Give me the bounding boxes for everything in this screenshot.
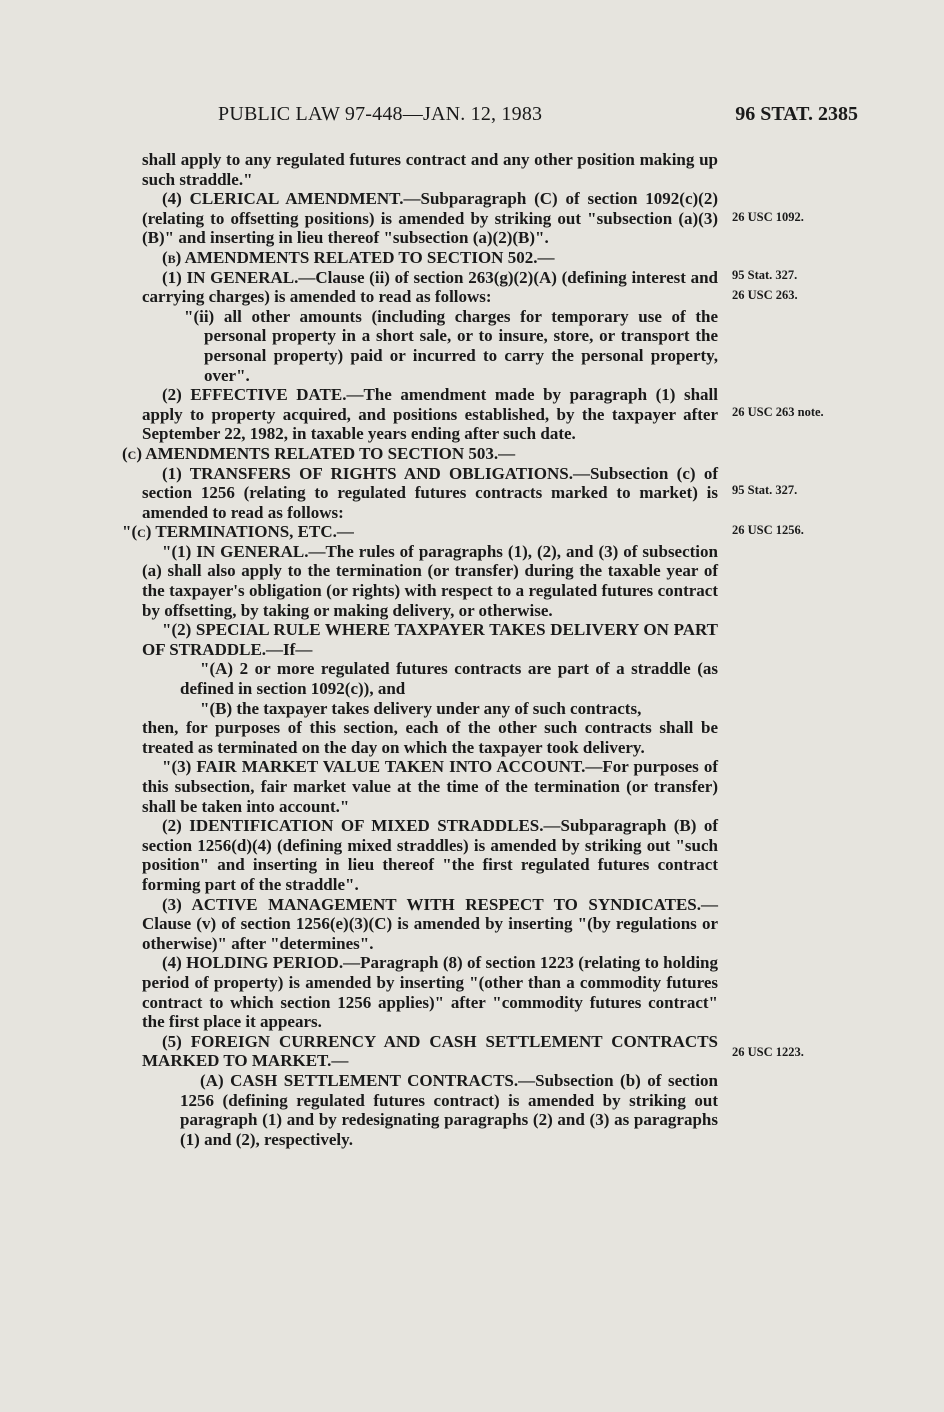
quoted-clause: "(A) 2 or more regulated futures contracts are part of a straddle (as defined in section 1092(c)), and [180,659,718,699]
paragraph: (5) FOREIGN CURRENCY AND CASH SETTLEMENT CONTRACTS MARKED TO MARKET.— [142,1031,718,1071]
paragraph: shall apply to any regulated futures contract and any other position making up such straddle." [142,150,718,189]
subsection-heading: "(c) TERMINATIONS, ETC.— [122,522,354,542]
paragraph: "(1) IN GENERAL.—The rules of paragraphs (1), (2), and (3) of subsection (a) shall also apply to the termination (or transfer) during the taxable year of the taxpayer's obligation (or rights) with respect to a regulated futures contract by offsetting, by taking or making delivery, or otherwise. [142,541,718,620]
header-stat: 96 STAT. 2385 [735,103,858,125]
quoted-clause: "(B) the taxpayer takes delivery under any of such contracts, [200,698,642,718]
paragraph: (3) ACTIVE MANAGEMENT WITH RESPECT TO SYNDICATES.—Clause (v) of section 1256(e)(3)(C) is amended by inserting "(by regulations or otherwise)" after "determines". [142,894,718,953]
margin-note: 95 Stat. 327. [732,483,798,497]
paragraph: "(3) FAIR MARKET VALUE TAKEN INTO ACCOUNT.—For purposes of this subsection, fair market value at the time of the termination (or transfer) shall be taken into account." [142,757,718,816]
paragraph: (2) EFFECTIVE DATE.—The amendment made by paragraph (1) shall apply to property acquired, and positions established, by the taxpayer after September 22, 1982, in taxable years ending after such date. [142,385,718,444]
margin-note: 95 Stat. 327. [732,268,798,282]
body-text [122,150,718,1149]
paragraph: (2) IDENTIFICATION OF MIXED STRADDLES.—Subparagraph (B) of section 1256(d)(4) (defining mixed straddles) is amended by striking out "such position" and inserting in lieu thereof "the first regulated futures contract forming part of the straddle". [142,816,718,894]
margin-note: 26 USC 1223. [732,1045,804,1059]
paragraph: (4) HOLDING PERIOD.—Paragraph (8) of section 1223 (relating to holding period of property) is amended by inserting "(other than a commodity futures contract to which section 1256 applies)" after "commodity futures contract" the first place it appears. [142,953,718,1032]
quoted-clause: (A) CASH SETTLEMENT CONTRACTS.—Subsection (b) of section 1256 (defining regulated futures contract) is amended by striking out paragraph (1) and by redesignating paragraphs (2) and (3) as paragraphs (1) and (2), respectively. [180,1070,718,1149]
header-title: PUBLIC LAW 97-448—JAN. 12, 1983 [218,103,543,125]
paragraph: "(2) SPECIAL RULE WHERE TAXPAYER TAKES DELIVERY ON PART OF STRADDLE.—If— [142,620,718,659]
section-heading: (b) AMENDMENTS RELATED TO SECTION 502.— [162,247,555,267]
margin-note: 26 USC 1256. [732,523,804,537]
paragraph: (1) TRANSFERS OF RIGHTS AND OBLIGATIONS.—Subsection (c) of section 1256 (relating to regulated futures contracts marked to market) is amended to read as follows: [142,463,718,522]
margin-note: 26 USC 263 note. [732,405,824,419]
section-heading: (c) AMENDMENTS RELATED TO SECTION 503.— [122,443,516,463]
paragraph: (1) IN GENERAL.—Clause (ii) of section 263(g)(2)(A) (defining interest and carrying charges) is amended to read as follows: [142,267,718,307]
paragraph: then, for purposes of this section, each of the other such contracts shall be treated as terminated on the day on which the taxpayer took delivery. [142,718,718,757]
paragraph: (4) CLERICAL AMENDMENT.—Subparagraph (C) of section 1092(c)(2) (relating to offsetting positions) is amended by striking out "subsection (a)(3)(B)" and inserting in lieu thereof "subsection (a)(2)(B)". [142,189,718,248]
quoted-clause: "(ii) all other amounts (including charges for temporary use of the personal property in a short sale, or to insure, store, or transport the personal property) paid or incurred to carry the personal property, over". [184,306,718,385]
margin-note: 26 USC 1092. [732,210,804,224]
page-header [218,103,858,133]
margin-note: 26 USC 263. [732,288,798,302]
